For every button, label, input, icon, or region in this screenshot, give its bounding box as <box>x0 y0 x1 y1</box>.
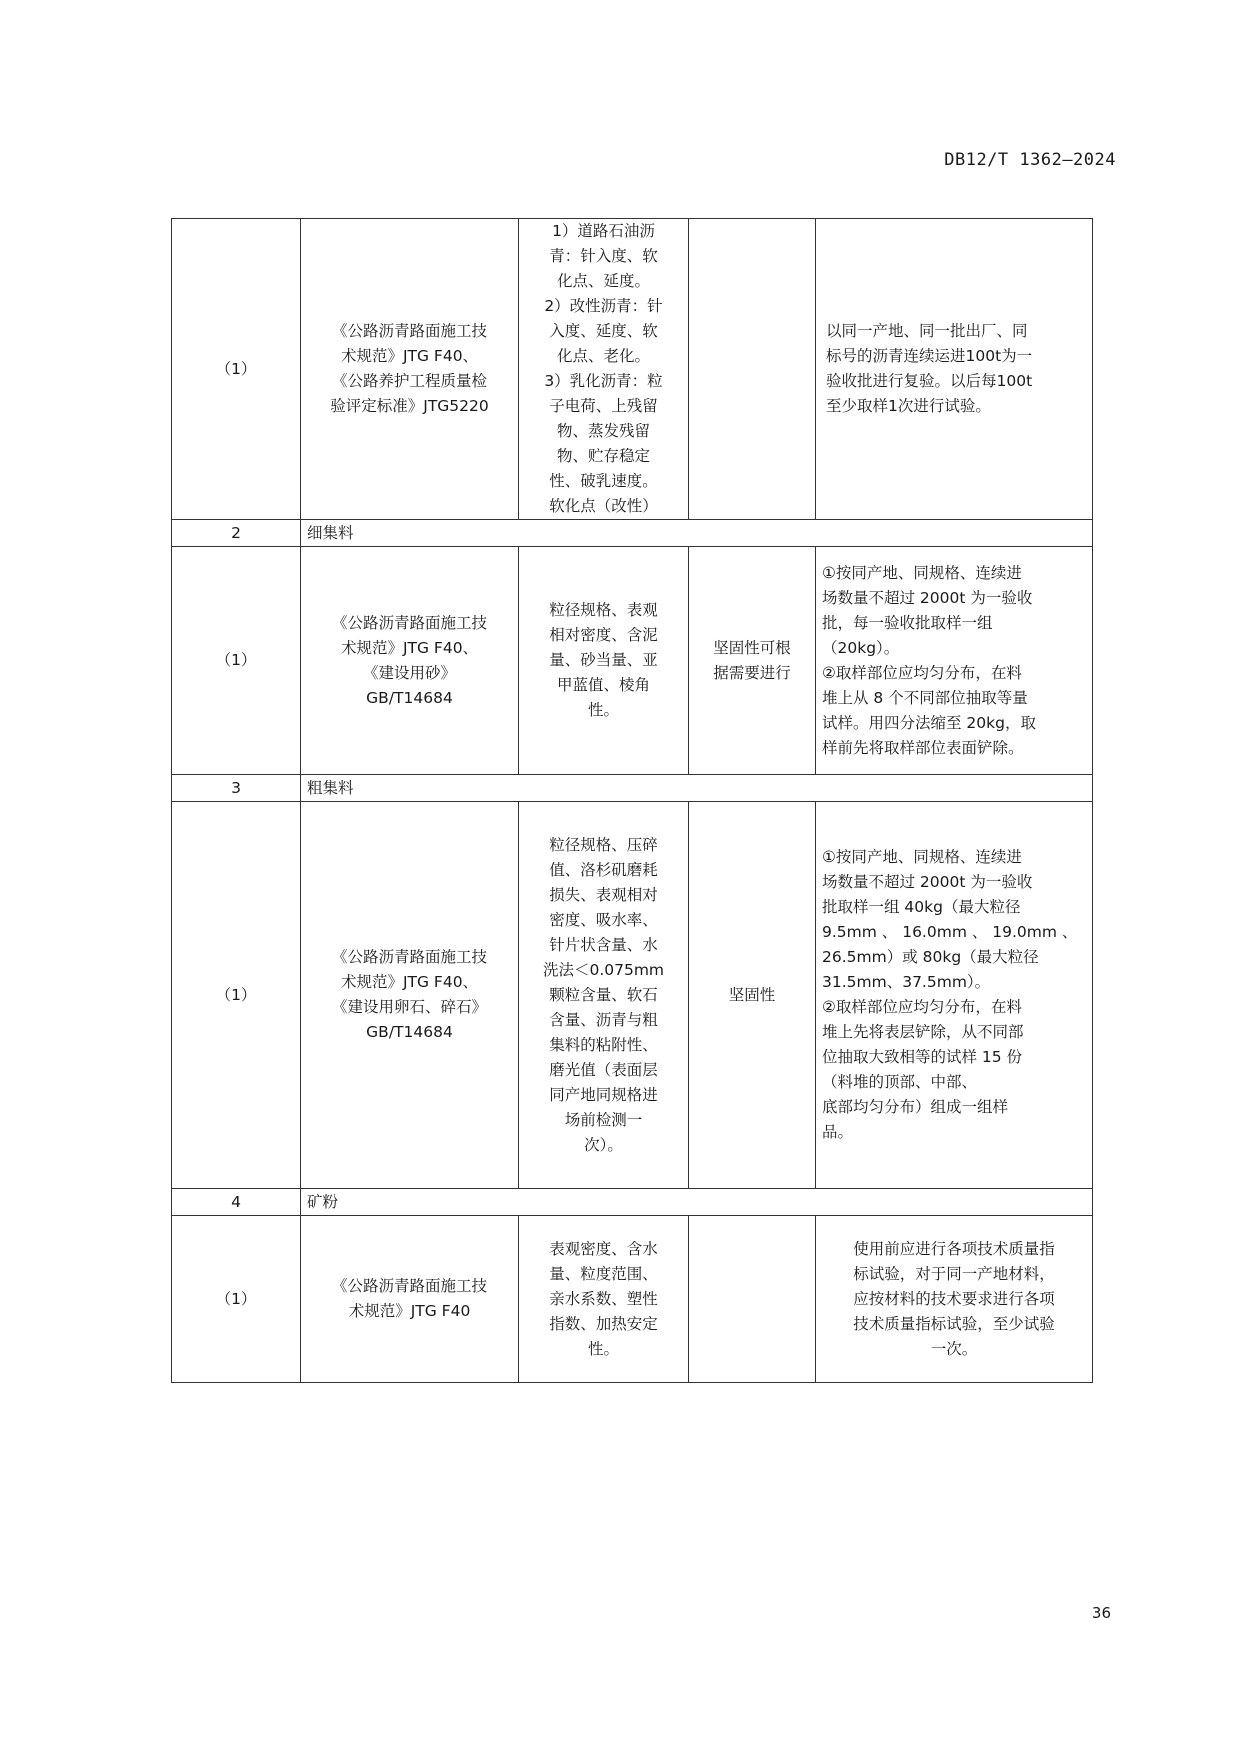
inspection-table <box>171 218 1093 1383</box>
optional-items: 坚固性 <box>689 802 816 1189</box>
standard-reference: 《公路沥青路面施工技 术规范》JTG F40、 《建设用砂》 GB/T14684 <box>301 547 519 775</box>
section-row <box>172 775 1093 802</box>
optional-items <box>689 1216 816 1383</box>
table-row <box>172 219 1093 520</box>
section-number: 3 <box>172 775 301 802</box>
test-items: 1）道路石油沥 青：针入度、软 化点、延度。 2）改性沥青：针 入度、延度、软 化点、老化。 3）乳化沥青：粒 子电荷、上残留 物、蒸发残留 物、贮存稳定 性、破乳速度。 软化点（改性） <box>519 219 689 520</box>
section-name: 粗集料 <box>301 775 1093 802</box>
section-row <box>172 520 1093 547</box>
test-items: 粒径规格、压碎 值、洛杉矶磨耗 损失、表观相对 密度、吸水率、 针片状含量、水 洗法＜0.075mm 颗粒含量、软石 含量、沥青与粗 集料的粘附性、 磨光值（表面层 同产地同规格进 场前检测一 次）。 <box>519 802 689 1189</box>
sampling-rule: 使用前应进行各项技术质量指 标试验，对于同一产地材料， 应按材料的技术要求进行各项 技术质量指标试验，至少试验 一次。 <box>816 1216 1093 1383</box>
section-name: 矿粉 <box>301 1189 1093 1216</box>
test-items: 粒径规格、表观 相对密度、含泥 量、砂当量、亚 甲蓝值、棱角 性。 <box>519 547 689 775</box>
item-number: （1） <box>172 547 301 775</box>
table-row <box>172 802 1093 1189</box>
sampling-rule: 以同一产地、同一批出厂、同 标号的沥青连续运进100t为一 验收批进行复验。以后每100t 至少取样1次进行试验。 <box>816 219 1093 520</box>
section-name: 细集料 <box>301 520 1093 547</box>
item-number: （1） <box>172 1216 301 1383</box>
section-row <box>172 1189 1093 1216</box>
section-number: 2 <box>172 520 301 547</box>
standard-reference: 《公路沥青路面施工技 术规范》JTG F40 <box>301 1216 519 1383</box>
optional-items: 坚固性可根 据需要进行 <box>689 547 816 775</box>
sampling-rule: ①按同产地、同规格、连续进 场数量不超过 2000t 为一验收 批，每一验收批取样一组 （20kg）。 ②取样部位应均匀分布，在料 堆上从 8 个不同部位抽取等量 试样。用四分法缩至 20kg，取 样前先将取样部位表面铲除。 <box>816 547 1093 775</box>
item-number: （1） <box>172 219 301 520</box>
section-number: 4 <box>172 1189 301 1216</box>
table-row <box>172 1216 1093 1383</box>
test-items: 表观密度、含水 量、粒度范围、 亲水系数、塑性 指数、加热安定 性。 <box>519 1216 689 1383</box>
standard-reference: 《公路沥青路面施工技 术规范》JTG F40、 《公路养护工程质量检 验评定标准》JTG5220 <box>301 219 519 520</box>
item-number: （1） <box>172 802 301 1189</box>
optional-items <box>689 219 816 520</box>
table-row <box>172 547 1093 775</box>
document-code: DB12/T 1362—2024 <box>944 150 1116 170</box>
sampling-rule: ①按同产地、同规格、连续进 场数量不超过 2000t 为一验收 批取样一组 40kg（最大粒径 9.5mm 、 16.0mm 、 19.0mm 、 26.5mm）或 80kg（最大粒径 31.5mm、37.5mm）。 ②取样部位应均匀分布，在料 堆上先将表层铲除，从不同部 位抽取大致相等的试样 15 份 （料堆的顶部、中部、 底部均匀分布）组成一组样 品。 <box>816 802 1093 1189</box>
page-number: 36 <box>1091 1604 1111 1622</box>
standard-reference: 《公路沥青路面施工技 术规范》JTG F40、 《建设用卵石、碎石》 GB/T14684 <box>301 802 519 1189</box>
